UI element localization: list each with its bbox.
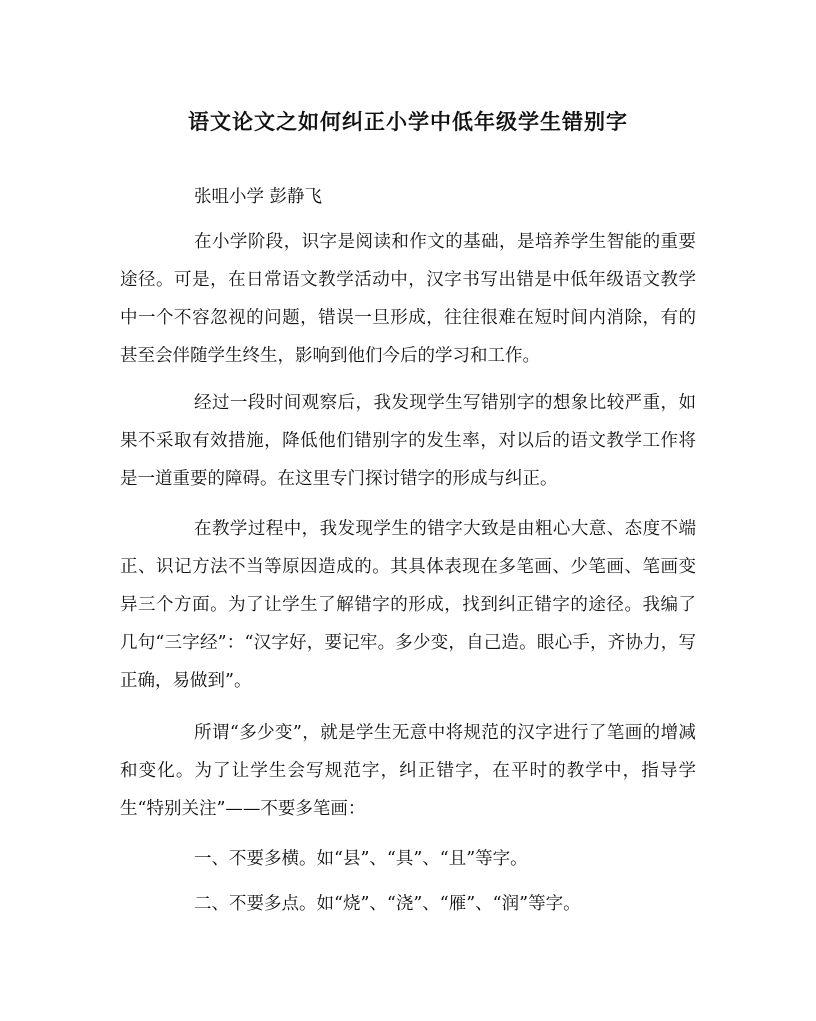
paragraph: 在教学过程中，我发现学生的错字大致是由粗心大意、态度不端正、识记方法不当等原因造成的。其具体表现在多笔画、少笔画、笔画变异三个方面。为了让学生了解错字的形成，找到纠正错字的途径。我编了几句“三字经”：“汉字好，要记牢。多少变，自己造。眼心手，齐协力，写正确，易做到”。 (120, 519, 696, 691)
list-item: 一、不要多横。如“县”、“具”、“且”等字。 (194, 849, 528, 869)
paragraph: 所谓“多少变”，就是学生无意中将规范的汉字进行了笔画的增减和变化。为了让学生会写规范字，纠正错字，在平时的教学中，指导学生“特别关注”——不要多笔画： (120, 723, 696, 819)
document-title: 语文论文之如何纠正小学中低年级学生错别字 (188, 109, 628, 134)
paragraph: 在小学阶段，识字是阅读和作文的基础，是培养学生智能的重要途径。可是，在日常语文教学活动中，汉字书写出错是中低年级语文教学中一个不容忽视的问题，错误一旦形成，往往很难在短时间内消除，有的甚至会伴随学生终生，影响到他们今后的学习和工作。 (120, 232, 696, 366)
author-line: 张咀小学 彭静飞 (194, 187, 323, 207)
list-item: 二、不要多点。如“烧”、“浇”、“雁”、“润”等字。 (194, 894, 581, 914)
paragraph: 经过一段时间观察后，我发现学生写错别字的想象比较严重，如果不采取有效措施，降低他们错别字的发生率，对以后的语文教学工作将是一道重要的障碍。在这里专门探讨错字的形成与纠正。 (120, 393, 696, 489)
